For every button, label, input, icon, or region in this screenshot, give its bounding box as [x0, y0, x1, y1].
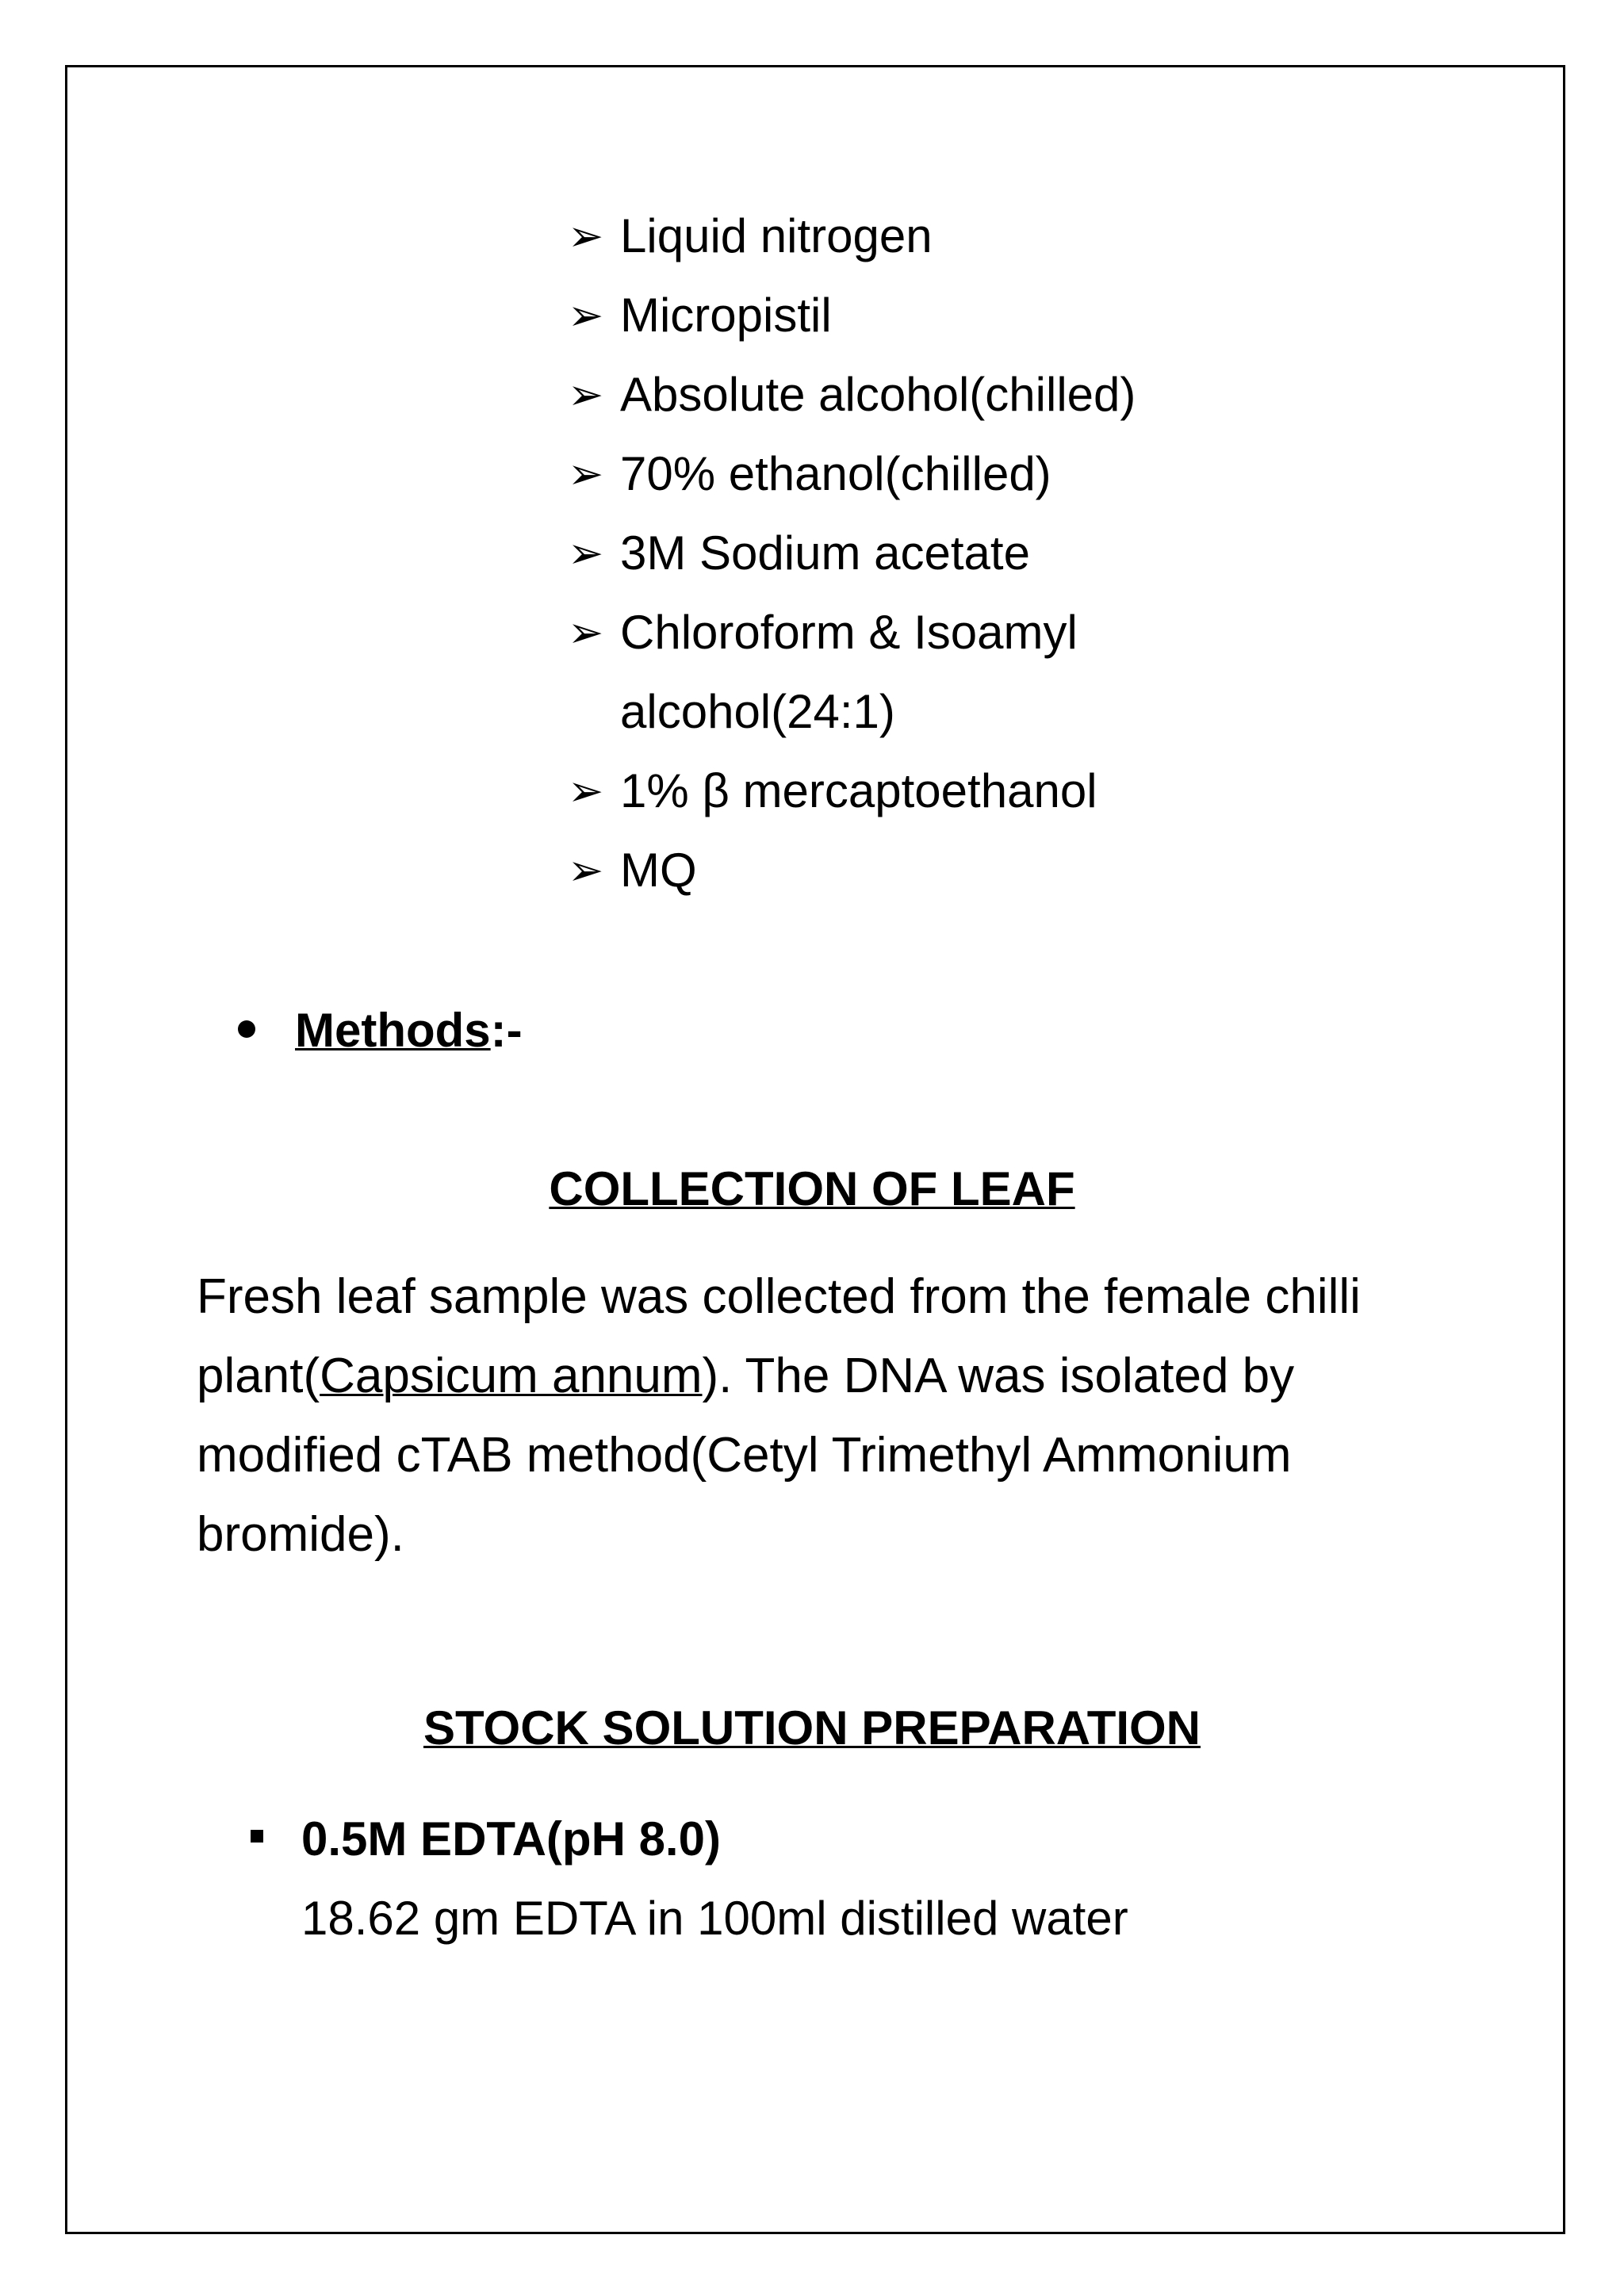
- paragraph-text-end: ). The DNA was isolated by modified cTAB method(Cetyl Trimethyl Ammonium bromide).: [197, 1349, 1295, 1562]
- arrow-bullet-icon: ➢: [568, 212, 604, 260]
- stock-item-description: 18.62 gm EDTA in 100ml distilled water: [301, 1892, 1128, 1945]
- methods-suffix: :-: [490, 1004, 523, 1057]
- methods-heading: [238, 999, 523, 1062]
- paragraph-text-start: Fresh leaf sample was collected from the female chilli plant(: [197, 1269, 1361, 1403]
- list-item: [568, 434, 1136, 514]
- list-item: [568, 197, 1136, 276]
- arrow-bullet-icon: ➢: [568, 609, 604, 656]
- arrow-bullet-icon: ➢: [568, 292, 604, 339]
- list-item: [568, 831, 1136, 910]
- collection-heading: COLLECTION OF LEAF: [549, 1162, 1075, 1215]
- stock-item-title: 0.5M EDTA(pH 8.0): [301, 1812, 721, 1866]
- species-name: Capsicum annum: [320, 1349, 703, 1403]
- material-label: 70% ethanol(chilled): [620, 447, 1051, 500]
- material-label: Liquid nitrogen: [620, 209, 933, 262]
- material-label: Chloroform & Isoamyl: [620, 606, 1078, 659]
- list-item: [568, 514, 1136, 593]
- arrow-bullet-icon: ➢: [568, 767, 604, 815]
- materials-list: [568, 197, 1136, 910]
- bullet-dot-icon: [238, 1020, 255, 1038]
- list-item: [568, 276, 1136, 355]
- list-item: [568, 752, 1136, 831]
- material-label: Micropistil: [620, 289, 832, 342]
- material-label-continuation: alcohol(24:1): [620, 685, 895, 738]
- arrow-bullet-icon: ➢: [568, 530, 604, 577]
- stock-item: [251, 1800, 1128, 1958]
- material-label: 1% β mercaptoethanol: [620, 764, 1097, 817]
- collection-paragraph: [197, 1257, 1481, 1575]
- list-item: [568, 355, 1136, 434]
- material-label: Absolute alcohol(chilled): [620, 368, 1136, 421]
- stock-heading: STOCK SOLUTION PREPARATION: [423, 1701, 1201, 1755]
- material-label: MQ: [620, 844, 697, 897]
- material-label: 3M Sodium acetate: [620, 526, 1030, 580]
- list-item: [568, 593, 1136, 752]
- arrow-bullet-icon: ➢: [568, 450, 604, 498]
- arrow-bullet-icon: ➢: [568, 847, 604, 894]
- methods-label: Methods: [295, 1004, 491, 1057]
- square-bullet-icon: [251, 1830, 263, 1843]
- arrow-bullet-icon: ➢: [568, 371, 604, 419]
